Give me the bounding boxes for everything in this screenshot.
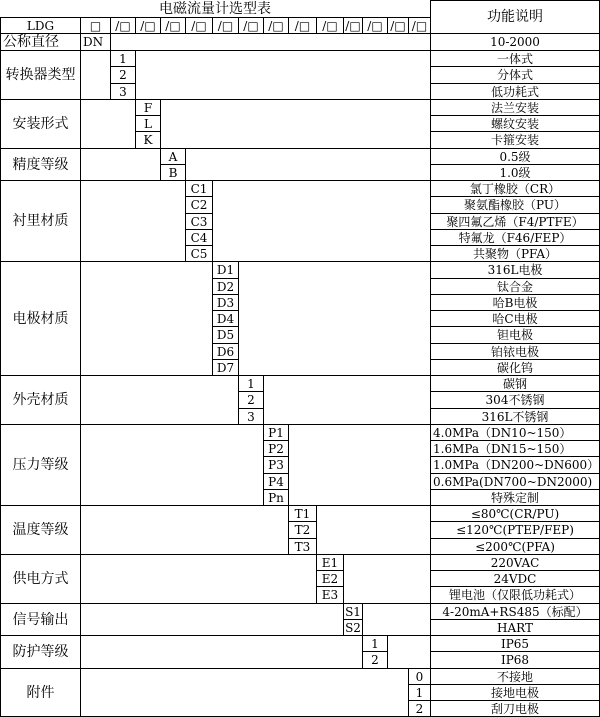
option-code: P1 <box>263 424 289 441</box>
blank-cell <box>80 603 344 636</box>
option-description: 共聚物（PFA） <box>430 245 600 262</box>
option-description: 316L不锈钢 <box>430 408 600 425</box>
blank-cell <box>160 99 431 149</box>
option-description: HART <box>430 619 600 636</box>
model-slot: □ <box>80 17 111 34</box>
option-description: 氯丁橡胶（CR） <box>430 180 600 197</box>
option-code: C3 <box>185 213 213 230</box>
option-description: 特氟龙（F46/FEP） <box>430 229 600 246</box>
option-code: B <box>160 164 186 181</box>
option-code: E1 <box>316 554 344 571</box>
blank-cell <box>80 261 213 376</box>
blank-cell <box>185 148 431 181</box>
model-slot: /□ <box>185 17 213 34</box>
option-code: E3 <box>316 586 344 604</box>
option-description: 0.5级 <box>430 148 600 165</box>
option-description: ≤200℃(PFA) <box>430 538 600 555</box>
model-slot: /□ <box>238 17 264 34</box>
option-code: 1 <box>362 635 388 652</box>
diameter-code: DN <box>80 33 111 51</box>
section-label: 电极材质 <box>0 261 81 376</box>
blank-cell <box>362 603 431 636</box>
section-label: 防护等级 <box>0 635 81 669</box>
option-description: 铂铱电极 <box>430 343 600 360</box>
model-slot: /□ <box>212 17 239 34</box>
option-description: 锂电池（仅限低功耗式） <box>430 586 600 604</box>
section-label: 外壳材质 <box>0 375 81 425</box>
section-label: 转换器类型 <box>0 50 81 100</box>
blank-cell <box>238 261 431 376</box>
blank-cell <box>80 554 317 604</box>
option-description: IP68 <box>430 651 600 669</box>
option-code: C1 <box>185 180 213 197</box>
option-description: 1.6MPa（DN15~150） <box>430 440 600 457</box>
option-description: 钛合金 <box>430 278 600 295</box>
blank-cell <box>80 99 136 149</box>
option-code: 0 <box>408 668 431 685</box>
blank-cell <box>80 668 409 717</box>
option-code: 2 <box>238 391 264 409</box>
blank-cell <box>80 635 363 669</box>
model-slot: /□ <box>316 17 344 34</box>
diameter-label: 公称直径 <box>0 33 81 51</box>
blank-cell <box>288 424 431 506</box>
option-code: D6 <box>212 343 239 360</box>
option-code: Pn <box>263 489 289 506</box>
option-code: E2 <box>316 570 344 587</box>
blank-cell <box>110 33 431 51</box>
option-code: C5 <box>185 245 213 262</box>
model-slot: /□ <box>387 17 409 34</box>
blank-cell <box>343 554 431 604</box>
blank-cell <box>263 375 431 425</box>
option-code: T2 <box>288 521 317 539</box>
blank-cell <box>80 180 186 262</box>
option-code: D3 <box>212 294 239 311</box>
option-description: ≤80℃(CR/PU) <box>430 505 600 522</box>
option-code: 3 <box>238 408 264 425</box>
option-description: 304不锈钢 <box>430 391 600 409</box>
option-code: L <box>135 115 161 132</box>
option-code: D2 <box>212 278 239 295</box>
option-description: 4-20mA+RS485（标配） <box>430 603 600 620</box>
section-label: 压力等级 <box>0 424 81 506</box>
option-description: 0.6MPa(DN700~DN2000) <box>430 473 600 490</box>
model-slot: /□ <box>343 17 363 34</box>
option-code: D1 <box>212 261 239 279</box>
option-description: 卡箍安装 <box>430 131 600 149</box>
option-description: 碳钢 <box>430 375 600 392</box>
option-code: C2 <box>185 196 213 214</box>
blank-cell <box>80 424 264 506</box>
option-code: 2 <box>408 700 431 717</box>
model-slot: /□ <box>160 17 186 34</box>
option-code: 3 <box>110 83 136 100</box>
model-slot: /□ <box>288 17 317 34</box>
option-code: K <box>135 131 161 149</box>
blank-cell <box>80 50 111 100</box>
section-label: 安装形式 <box>0 99 81 149</box>
option-code: 2 <box>362 651 388 669</box>
option-description: 碳化钨 <box>430 359 600 376</box>
description-header: 功能说明 <box>430 0 600 34</box>
section-label: 衬里材质 <box>0 180 81 262</box>
option-description: 不接地 <box>430 668 600 685</box>
option-code: 1 <box>110 50 136 67</box>
blank-cell <box>80 505 289 555</box>
option-description: 一体式 <box>430 50 600 67</box>
option-code: S2 <box>343 619 363 636</box>
option-description: IP65 <box>430 635 600 652</box>
option-code: D5 <box>212 326 239 344</box>
option-description: 分体式 <box>430 66 600 84</box>
option-code: 1 <box>238 375 264 392</box>
section-label: 附件 <box>0 668 81 717</box>
model-slot: /□ <box>110 17 136 34</box>
option-code: A <box>160 148 186 165</box>
model-slot: /□ <box>263 17 289 34</box>
blank-cell <box>212 180 431 262</box>
model-prefix: LDG <box>0 17 81 34</box>
option-description: 聚氨酯橡胶（PU） <box>430 196 600 214</box>
option-description: 哈C电极 <box>430 310 600 327</box>
option-description: ≤120℃(PTEP/FEP) <box>430 521 600 539</box>
section-label: 信号输出 <box>0 603 81 636</box>
section-label: 供电方式 <box>0 554 81 604</box>
blank-cell <box>387 635 431 669</box>
option-description: 316L电极 <box>430 261 600 279</box>
option-description: 特殊定制 <box>430 489 600 506</box>
blank-cell <box>80 148 161 181</box>
option-description: 钽电极 <box>430 326 600 344</box>
blank-cell <box>80 375 239 425</box>
option-code: P4 <box>263 473 289 490</box>
section-label: 精度等级 <box>0 148 81 181</box>
section-label: 温度等级 <box>0 505 81 555</box>
model-slot: /□ <box>408 17 431 34</box>
option-description: 24VDC <box>430 570 600 587</box>
option-description: 聚四氟乙烯（F4/PTFE） <box>430 213 600 230</box>
option-description: 220VAC <box>430 554 600 571</box>
model-slot: /□ <box>135 17 161 34</box>
option-description: 低功耗式 <box>430 83 600 100</box>
option-code: T3 <box>288 538 317 555</box>
model-slot: /□ <box>362 17 388 34</box>
blank-cell <box>316 505 431 555</box>
table-title: 电磁流量计选型表 <box>0 0 431 18</box>
option-description: 1.0MPa（DN200~DN600） <box>430 456 600 474</box>
option-description: 4.0MPa（DN10~150） <box>430 424 600 441</box>
option-description: 螺纹安装 <box>430 115 600 132</box>
option-description: 哈B电极 <box>430 294 600 311</box>
option-description: 刮刀电极 <box>430 700 600 717</box>
blank-cell <box>135 50 431 100</box>
option-description: 法兰安装 <box>430 99 600 116</box>
option-code: T1 <box>288 505 317 522</box>
option-code: 1 <box>408 684 431 701</box>
option-code: P2 <box>263 440 289 457</box>
option-code: D4 <box>212 310 239 327</box>
option-code: P3 <box>263 456 289 474</box>
option-code: D7 <box>212 359 239 376</box>
option-code: S1 <box>343 603 363 620</box>
option-code: F <box>135 99 161 116</box>
option-description: 1.0级 <box>430 164 600 181</box>
diameter-description: 10-2000 <box>430 33 600 51</box>
option-code: C4 <box>185 229 213 246</box>
option-description: 接地电极 <box>430 684 600 701</box>
option-code: 2 <box>110 66 136 84</box>
